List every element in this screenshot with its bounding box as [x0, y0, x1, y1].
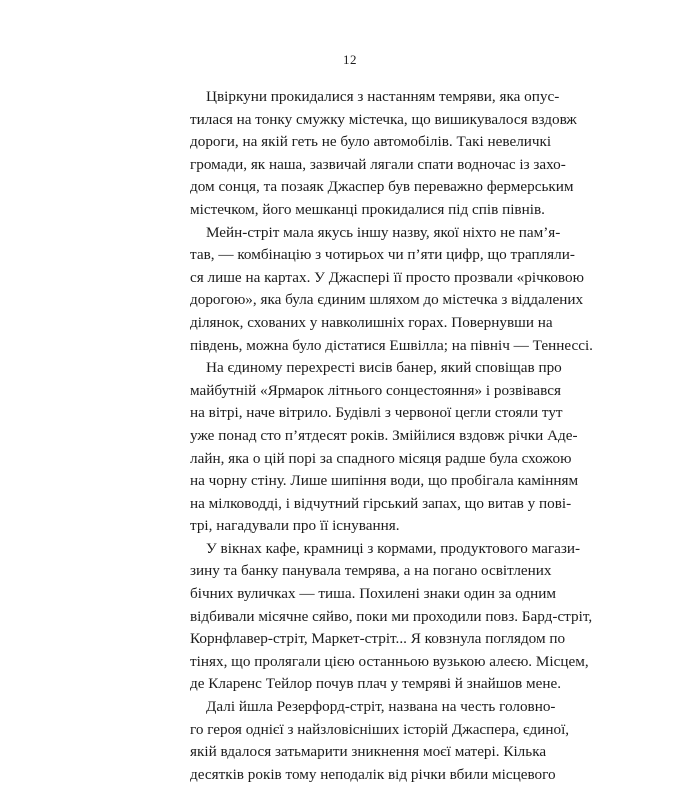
text-line: дом сонця, та позаяк Джаспер був переважно фермерським [190, 178, 574, 196]
text-line: ділянок, схованих у навколишніх горах. Повернувши на [190, 313, 553, 331]
text-line: де Кларенс Тейлор почув плач у темряві й знайшов мене. [190, 675, 561, 693]
paragraph-2 [190, 222, 593, 358]
body-text [190, 86, 593, 786]
paragraph-3 [190, 357, 579, 538]
text-line: трі, нагадували про її існування. [190, 517, 400, 535]
text-line: якій вдалося затьмарити зникнення моєї матері. Кілька [190, 743, 547, 761]
text-line: на чорну стіну. Лише шипіння води, що пробігала камінням [190, 472, 579, 490]
paragraph-1 [190, 86, 577, 222]
text-line: уже понад сто п’ятдесят років. Змійілися вздовж річки Аде- [190, 426, 578, 444]
text-line: бічних вуличках — тиша. Похилені знаки один за одним [190, 585, 556, 603]
text-line: Корнфлавер-стріт, Маркет-стріт... Я ковзнула поглядом по [190, 630, 566, 648]
text-line: на вітрі, наче вітрило. Будівлі з червоної цегли стояли тут [190, 404, 563, 422]
text-line: На єдиному перехресті висів банер, який сповіщав про [206, 359, 562, 377]
text-line: го героя однієї з найзловісніших історій Джаспера, єдиної, [190, 720, 570, 738]
text-line: зину та банку панувала темрява, а на погано освітлених [190, 562, 552, 580]
text-line: відбивали місячне сяйво, поки ми проходили повз. Бард-стріт, [190, 607, 593, 625]
text-line: тінях, що пролягали цією останньою вузькою алеєю. Місцем, [190, 652, 589, 670]
paragraph-4 [190, 538, 593, 696]
text-line: Цвіркуни прокидалися з настанням темряви, яка опус- [206, 88, 560, 105]
text-line: тилася на тонку смужку містечка, що вишикувалося вздовж [190, 110, 577, 128]
text-line: Мейн-стріт мала якусь іншу назву, якої ніхто не пам’я- [206, 223, 561, 241]
text-line: тав, — комбінацію з чотирьох чи п’яти цифр, що трапляли- [190, 246, 575, 264]
text-line: лайн, яка о цій порі за спадного місяця радше була схожою [190, 449, 572, 467]
text-line: на мілководді, і відчутний гірський запах, що витав у пові- [190, 494, 572, 512]
text-line: громади, як наша, зазвичай лягали спати водночас із захо- [190, 155, 566, 173]
text-line: південь, можна було дістатися Ешвілла; на північ — Теннессі. [190, 336, 593, 354]
text-line: дороги, на якій геть не було автомобілів. Такі невеличкі [190, 133, 552, 151]
text-line: дорогою», яка була єдиним шляхом до містечка з віддалених [190, 291, 584, 309]
text-line: десятків років тому неподалік від річки вбили місцевого [190, 765, 556, 783]
text-line: майбутній «Ярмарок літнього сонцестояння» і розвівався [190, 381, 561, 399]
text-line: містечком, його мешканці прокидалися під спів півнів. [190, 200, 545, 218]
text-line: ся лише на картах. У Джаспері її просто прозвали «річковою [190, 268, 584, 286]
paragraph-5 [190, 696, 570, 786]
text-line: Далі йшла Резерфорд-стріт, названа на честь головно- [206, 698, 556, 716]
page-number: 12 [343, 52, 357, 67]
text-line: У вікнах кафе, крамниці з кормами, продуктового магази- [206, 539, 581, 557]
